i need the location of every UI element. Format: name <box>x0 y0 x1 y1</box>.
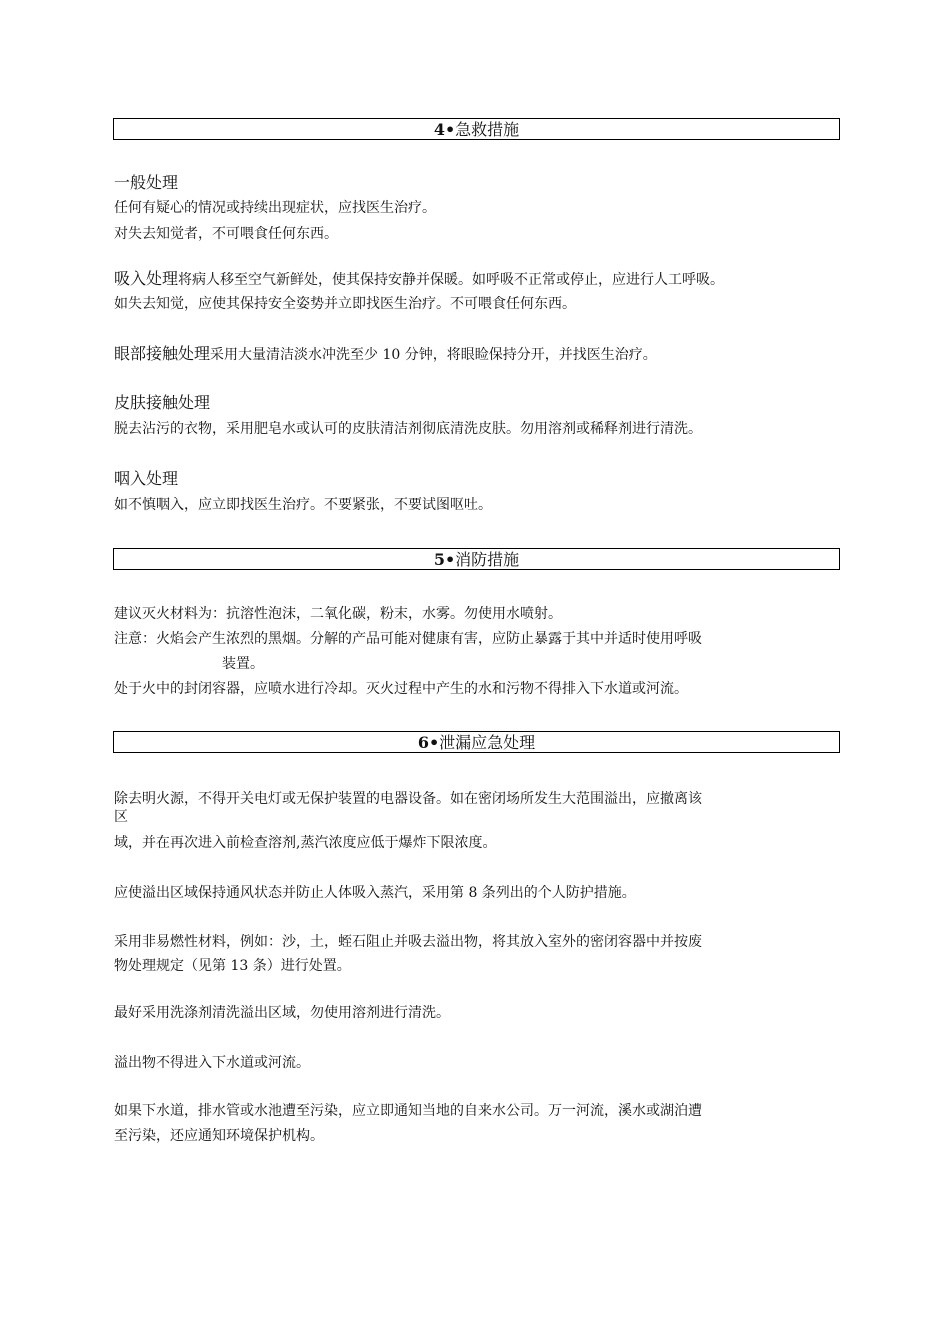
section-6-header <box>113 731 840 753</box>
spill-paragraph-3-line-1: 采用非易燃性材料，例如：沙，土，蛭石阻止并吸去溢出物，将其放入室外的密闭容器中并按废 <box>114 934 702 950</box>
spill-paragraph-2: 应使溢出区域保持通风状态并防止人体吸入蒸汽，采用第 8 条列出的个人防护措施。 <box>114 885 636 901</box>
inhalation-heading: 吸入处理 <box>114 269 179 288</box>
inhalation-text: 将病人移至空气新鲜处，使其保持安静并保暖。如呼吸不正常或停止，应进行人工呼吸。 <box>178 272 725 288</box>
section-5-title: 消防措施 <box>455 550 520 569</box>
spill-paragraph-6-line-2: 至污染，还应通知环境保护机构。 <box>114 1128 324 1144</box>
general-treatment-line-2: 对失去知觉者，不可喂食任何东西。 <box>114 226 338 242</box>
section-6-number: 6• <box>417 733 440 752</box>
firefighting-line-1: 建议灭火材料为：抗溶性泡沫，二氧化碳，粉末，水雾。勿使用水喷射。 <box>114 606 562 622</box>
spill-paragraph-6-line-1: 如果下水道，排水管或水池遭至污染，应立即通知当地的自来水公司。万一河流，溪水或湖泊遭 <box>114 1103 702 1119</box>
firefighting-line-4: 处于火中的封闭容器，应喷水进行冷却。灭火过程中产生的水和污物不得排入下水道或河流。 <box>114 681 688 697</box>
inhalation-paragraph <box>114 270 724 289</box>
eye-contact-text: 采用大量清洁淡水冲洗至少 10 分钟，将眼睑保持分开，并找医生治疗。 <box>210 347 657 363</box>
spill-paragraph-1-line-2: 区 <box>114 809 128 825</box>
inhalation-line-2: 如失去知觉，应使其保持安全姿势并立即找医生治疗。不可喂食任何东西。 <box>114 296 576 312</box>
general-treatment-line-1: 任何有疑心的情况或持续出现症状，应找医生治疗。 <box>114 200 436 216</box>
spill-paragraph-1-line-3: 域，并在再次进入前检查溶剂,蒸汽浓度应低于爆炸下限浓度。 <box>114 835 497 851</box>
firefighting-line-3: 装置。 <box>222 656 264 672</box>
section-4-number: 4• <box>433 120 456 139</box>
spill-paragraph-5: 溢出物不得进入下水道或河流。 <box>114 1055 310 1071</box>
skin-contact-heading: 皮肤接触处理 <box>114 393 211 412</box>
spill-paragraph-1-line-1: 除去明火源，不得开关电灯或无保护装置的电器设备。如在密闭场所发生大范围溢出，应撤离该 <box>114 791 702 807</box>
section-6-title: 泄漏应急处理 <box>439 733 536 752</box>
firefighting-line-2: 注意：火焰会产生浓烈的黑烟。分解的产品可能对健康有害，应防止暴露于其中并适时使用呼吸 <box>114 631 702 647</box>
section-4-title: 急救措施 <box>455 120 520 139</box>
ingestion-heading: 咽入处理 <box>114 469 179 488</box>
section-5-number: 5• <box>433 550 456 569</box>
section-5-header <box>113 548 840 570</box>
section-4-header <box>113 118 840 140</box>
general-treatment-heading: 一般处理 <box>114 173 179 192</box>
spill-paragraph-4: 最好采用洗涤剂清洗溢出区域，勿使用溶剂进行清洗。 <box>114 1005 450 1021</box>
skin-contact-line-1: 脱去沾污的衣物，采用肥皂水或认可的皮肤清洁剂彻底清洗皮肤。勿用溶剂或稀释剂进行清洗。 <box>114 421 702 437</box>
spill-paragraph-3-line-2: 物处理规定（见第 13 条）进行处置。 <box>114 958 351 974</box>
ingestion-line-1: 如不慎咽入，应立即找医生治疗。不要紧张，不要试图呕吐。 <box>114 497 492 513</box>
eye-contact-heading: 眼部接触处理 <box>114 344 211 363</box>
eye-contact-paragraph <box>114 345 657 364</box>
